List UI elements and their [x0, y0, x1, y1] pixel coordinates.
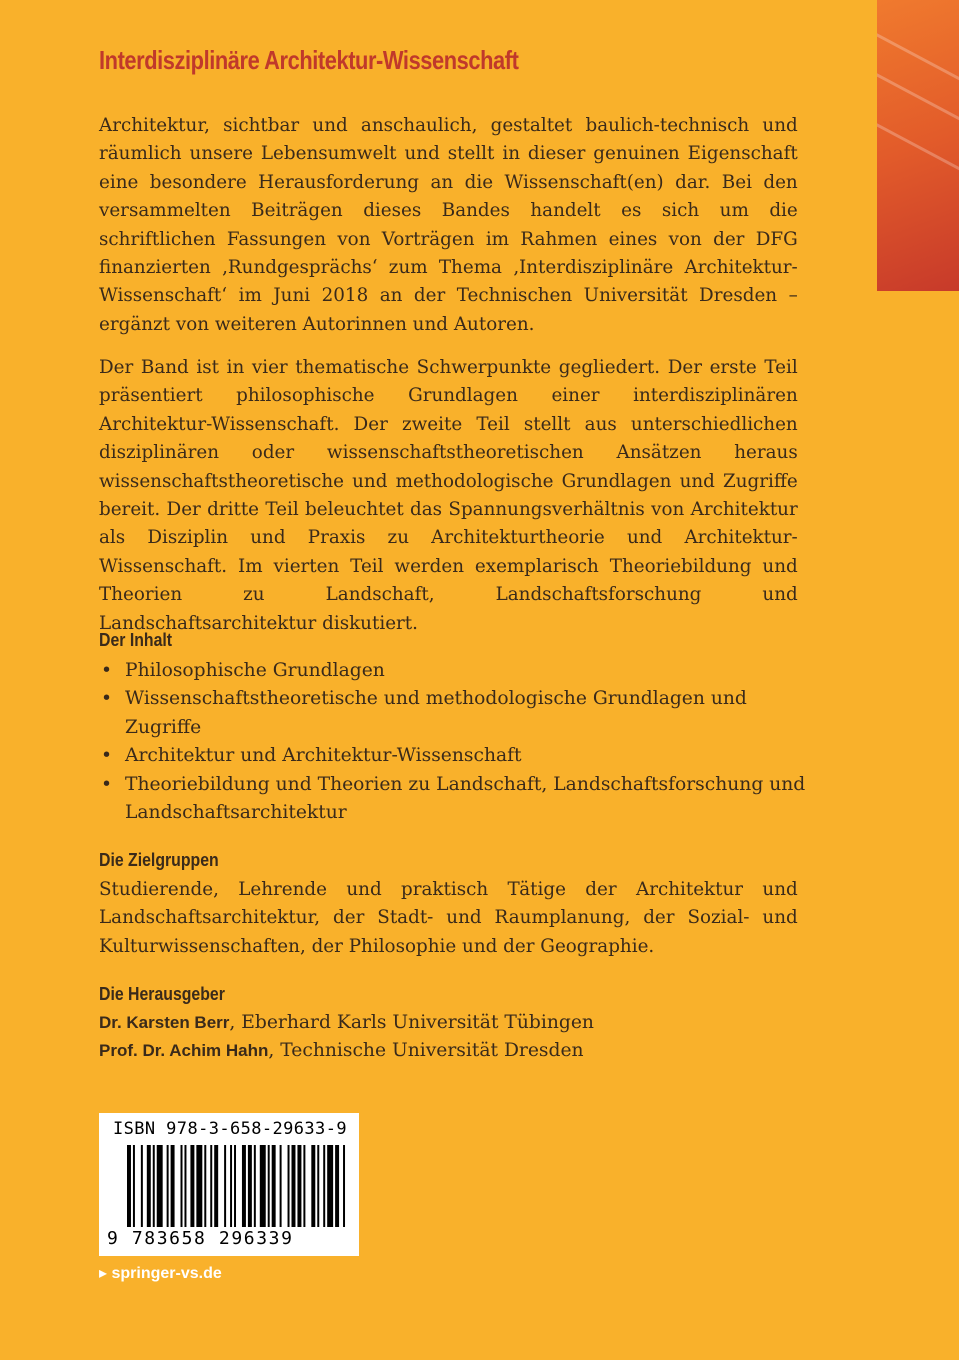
barcode-bar	[171, 1145, 175, 1227]
bullet-icon: •	[101, 660, 113, 681]
contents-heading: Der Inhalt	[99, 630, 173, 650]
book-title: Interdisziplinäre Architektur-Wissenschaft	[99, 45, 519, 75]
barcode-bar	[292, 1145, 296, 1227]
barcode-bar	[153, 1145, 155, 1227]
barcode-bars	[127, 1145, 347, 1237]
barcode-bar	[196, 1145, 202, 1227]
barcode-bar	[288, 1145, 290, 1227]
barcode-bar	[343, 1145, 345, 1227]
barcode-bar	[254, 1145, 256, 1227]
description-paragraph-1: Architektur, sichtbar und anschaulich, gestaltet baulich-technisch und räumlich unsere Lebensumwelt und stellt in dieser genuinen Eigenschaft eine besondere Herausforderung an die Wissenschaft(en) dar. Bei den versammelten Beiträgen dieses Bandes handelt es sich um die schriftlichen Fassungen von Vorträgen im Rahmen eines von der DFG finanzierten ‚Rundgesprächs‘ zum Thema ‚Interdisziplinäre Architektur-Wissenschaft‘ im Juni 2018 an der Technischen Universität Dresden – ergänzt von weiteren Autorinnen und Autoren.	[99, 115, 798, 335]
barcode-bar	[224, 1145, 226, 1227]
barcode-bar	[157, 1145, 163, 1227]
editor-2	[99, 1040, 584, 1061]
list-item: • Architektur und Architektur-Wissenschaft	[99, 742, 812, 770]
list-item: • Philosophische Grundlagen	[99, 657, 812, 685]
barcode-bar	[260, 1145, 266, 1227]
list-item: • Theoriebildung und Theorien zu Landschaft, Landschaftsforschung und Landschaftsarchitektur	[99, 771, 812, 828]
barcode-bar	[311, 1145, 315, 1227]
barcode-bar	[127, 1145, 131, 1227]
isbn-label: ISBN 978-3-658-29633-9	[113, 1119, 347, 1139]
barcode-bar	[335, 1145, 339, 1227]
barcode-bar	[230, 1145, 232, 1227]
barcode-bar	[204, 1145, 206, 1227]
barcode-bar	[268, 1145, 270, 1227]
barcode-bar	[141, 1145, 143, 1227]
editor-affiliation: , Technische Universität Dresden	[268, 1040, 584, 1061]
barcode-bar	[317, 1145, 319, 1227]
barcode-bar	[181, 1145, 183, 1227]
ean-digits: 9 783658 296339	[107, 1228, 294, 1249]
bullet-icon: •	[101, 745, 113, 767]
editor-name: Prof. Dr. Achim Hahn	[99, 1041, 269, 1060]
editors-heading: Die Herausgeber	[99, 984, 225, 1004]
barcode-bar	[167, 1145, 169, 1227]
barcode-bar	[190, 1145, 194, 1227]
barcode-bar	[280, 1145, 282, 1227]
barcode-bar	[272, 1145, 276, 1227]
barcode-bar	[210, 1145, 212, 1227]
barcode-bar	[133, 1145, 135, 1227]
barcode-bar	[323, 1145, 325, 1227]
barcode-bar	[248, 1145, 252, 1227]
editor-1	[99, 1012, 594, 1033]
description-paragraph-2: Der Band ist in vier thematische Schwerpunkte gegliedert. Der erste Teil präsentiert philosophische Grundlagen einer interdisziplinären Architektur-Wissenschaft. Der zweite Teil stellt aus unterschiedlichen disziplinären oder wissenschaftstheoretischen Ansätzen heraus wissenschaftstheoretische und methodologische Grundlagen und Zugriffe bereit. Der dritte Teil beleuchtet das Spannungsverhältnis von Architektur als Disziplin und Praxis zu Architekturtheorie und Architektur-Wissenschaft. Im vierten Teil werden exemplarisch Theoriebildung und Theorien zu Landschaft, Landschaftsforschung und Landschaftsarchitektur diskutiert.	[99, 357, 798, 634]
barcode-bar	[234, 1145, 236, 1227]
bullet-icon: •	[101, 688, 113, 710]
editor-affiliation: , Eberhard Karls Universität Tübingen	[229, 1012, 594, 1033]
editor-name: Dr. Karsten Berr	[99, 1013, 230, 1032]
audience-text: Studierende, Lehrende und praktisch Tätige der Architektur und Landschaftsarchitektur, der Stadt- und Raumplanung, der Sozial- und Kulturwissenschaften, der Philosophie und der Geographie.	[99, 879, 798, 957]
barcode-bar	[303, 1145, 305, 1227]
website-link[interactable]: ▸ springer-vs.de	[99, 1265, 222, 1282]
barcode-bar	[327, 1145, 333, 1227]
corner-accent	[877, 0, 959, 291]
audience-heading: Die Zielgruppen	[99, 850, 219, 870]
barcode-bar	[214, 1145, 218, 1227]
barcode-bar	[242, 1145, 246, 1227]
list-item: • Wissenschaftstheoretische und methodologische Grundlagen und Zugriffe	[99, 685, 812, 742]
barcode-bar	[297, 1145, 301, 1227]
barcode-bar	[147, 1145, 151, 1227]
barcode-bar	[184, 1145, 186, 1227]
contents-list	[99, 657, 812, 827]
bullet-icon: •	[101, 773, 113, 795]
isbn-barcode	[99, 1113, 359, 1256]
